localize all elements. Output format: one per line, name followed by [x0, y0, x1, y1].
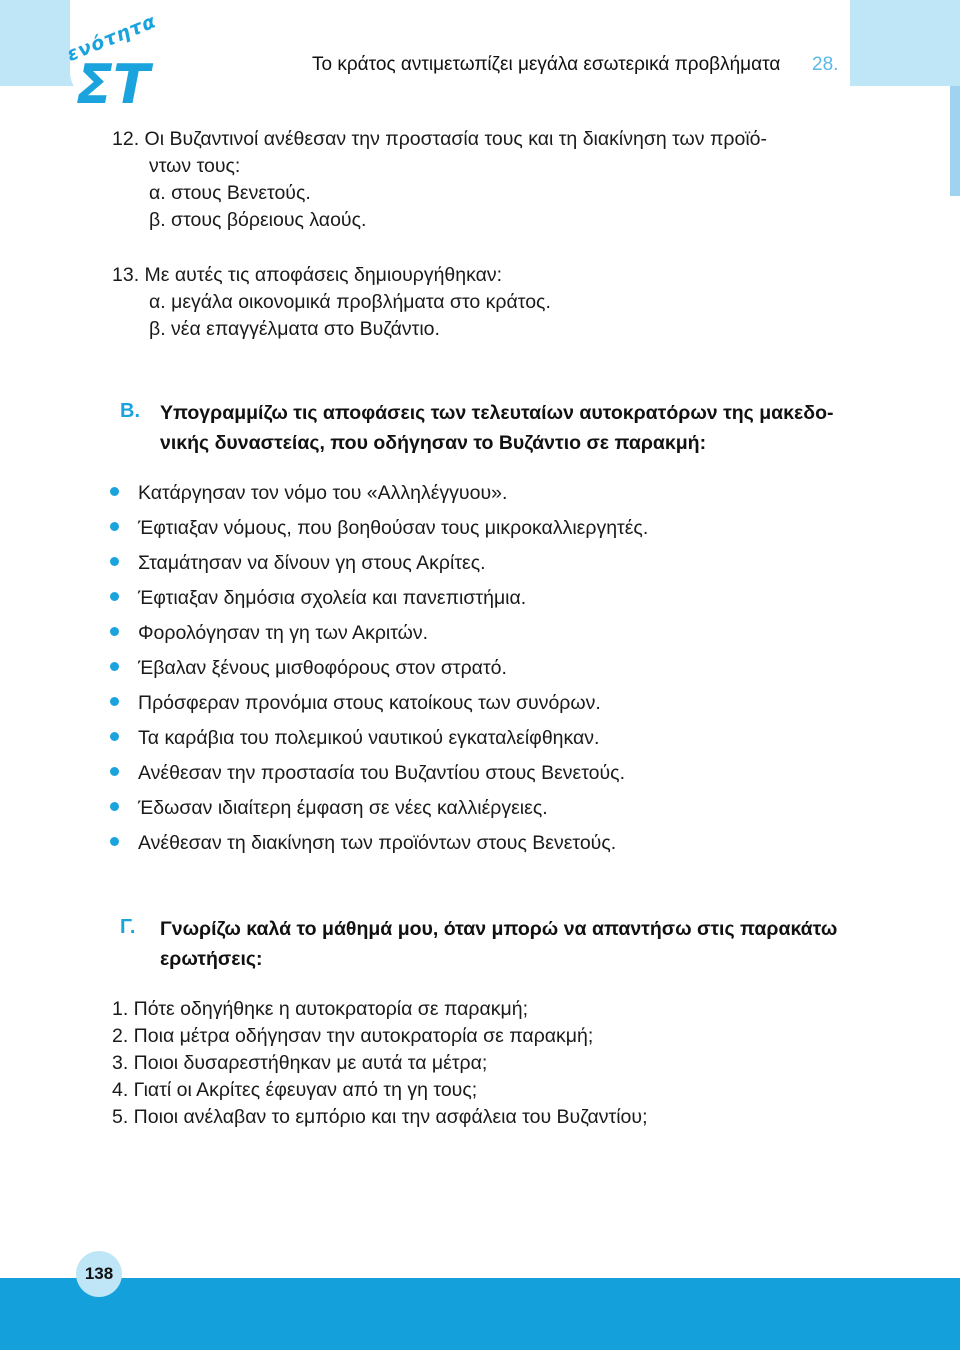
bullet-icon	[110, 487, 119, 496]
header-panel	[70, 0, 850, 100]
review-question-5: 5. Ποιοι ανέλαβαν το εμπόριο και την ασφάλεια του Βυζαντίου;	[112, 1106, 648, 1128]
section-b-heading-line-1: Υπογραμμίζω τις αποφάσεις των τελευταίων αυτοκρατόρων της μακεδο-	[160, 402, 834, 424]
question-12-line-2: ντων τους:	[149, 155, 241, 177]
bullet-icon	[110, 522, 119, 531]
review-question-1: 1. Πότε οδηγήθηκε η αυτοκρατορία σε παρακμή;	[112, 998, 529, 1020]
bullet-icon	[110, 837, 119, 846]
bullet-icon	[110, 662, 119, 671]
question-12-option-a: α. στους Βενετούς.	[149, 182, 311, 204]
header-panel-extension	[850, 86, 950, 100]
list-item: Έβαλαν ξένους μισθοφόρους στον στρατό.	[110, 657, 507, 680]
bullet-icon	[110, 802, 119, 811]
bullet-icon	[110, 767, 119, 776]
review-question-4: 4. Γιατί οι Ακρίτες έφευγαν από τη γη τους;	[112, 1079, 478, 1101]
section-b-letter: Β.	[120, 400, 140, 422]
question-12-option-b: β. στους βόρειους λαούς.	[149, 209, 367, 231]
list-item: Ανέθεσαν την προστασία του Βυζαντίου στους Βενετούς.	[110, 762, 625, 785]
list-item: Έφτιαξαν νόμους, που βοηθούσαν τους μικροκαλλιεργητές.	[110, 517, 648, 540]
question-13-line-1: 13. Με αυτές τις αποφάσεις δημιουργήθηκαν:	[112, 264, 503, 286]
list-item: Ανέθεσαν τη διακίνηση των προϊόντων στους Βενετούς.	[110, 832, 616, 855]
bullet-icon	[110, 627, 119, 636]
question-13-option-a: α. μεγάλα οικονομικά προβλήματα στο κράτος.	[149, 291, 551, 313]
bullet-icon	[110, 557, 119, 566]
list-item: Τα καράβια του πολεμικού ναυτικού εγκαταλείφθηκαν.	[110, 727, 599, 750]
list-item: Σταμάτησαν να δίνουν γη στους Ακρίτες.	[110, 552, 486, 575]
page-number: 138	[76, 1251, 122, 1297]
list-item: Έφτιαξαν δημόσια σχολεία και πανεπιστήμια.	[110, 587, 526, 610]
bullet-icon	[110, 592, 119, 601]
list-item: Κατάργησαν τον νόμο του «Αλληλέγγυου».	[110, 482, 507, 505]
bullet-icon	[110, 732, 119, 741]
review-question-3: 3. Ποιοι δυσαρεστήθηκαν με αυτά τα μέτρα;	[112, 1052, 488, 1074]
list-item: Πρόσφεραν προνόμια στους κατοίκους των συνόρων.	[110, 692, 601, 715]
section-c-heading-line-1: Γνωρίζω καλά το μάθημά μου, όταν μπορώ να απαντήσω στις παρακάτω	[160, 918, 838, 940]
section-c-letter: Γ.	[120, 916, 136, 938]
right-edge-strip	[950, 86, 960, 196]
question-12-line-1: 12. Οι Βυζαντινοί ανέθεσαν την προστασία τους και τη διακίνηση των προϊό-	[112, 128, 768, 150]
section-b-heading-line-2: νικής δυναστείας, που οδήγησαν το Βυζάντιο σε παρακμή:	[160, 432, 707, 454]
list-item: Φορολόγησαν τη γη των Ακριτών.	[110, 622, 428, 645]
list-item: Έδωσαν ιδιαίτερη έμφαση σε νέες καλλιέργειες.	[110, 797, 548, 820]
chapter-title: Το κράτος αντιμετωπίζει μεγάλα εσωτερικά προβλήματα	[312, 54, 781, 75]
question-13-option-b: β. νέα επαγγέλματα στο Βυζάντιο.	[149, 318, 440, 340]
footer-band	[0, 1278, 960, 1350]
unit-letter: ΣΤ	[76, 53, 150, 116]
bullet-icon	[110, 697, 119, 706]
unit-word: ενότητα	[63, 10, 160, 66]
review-question-2: 2. Ποια μέτρα οδήγησαν την αυτοκρατορία σε παρακμή;	[112, 1025, 594, 1047]
section-c-heading-line-2: ερωτήσεις:	[160, 948, 263, 970]
chapter-number: 28.	[812, 54, 839, 75]
